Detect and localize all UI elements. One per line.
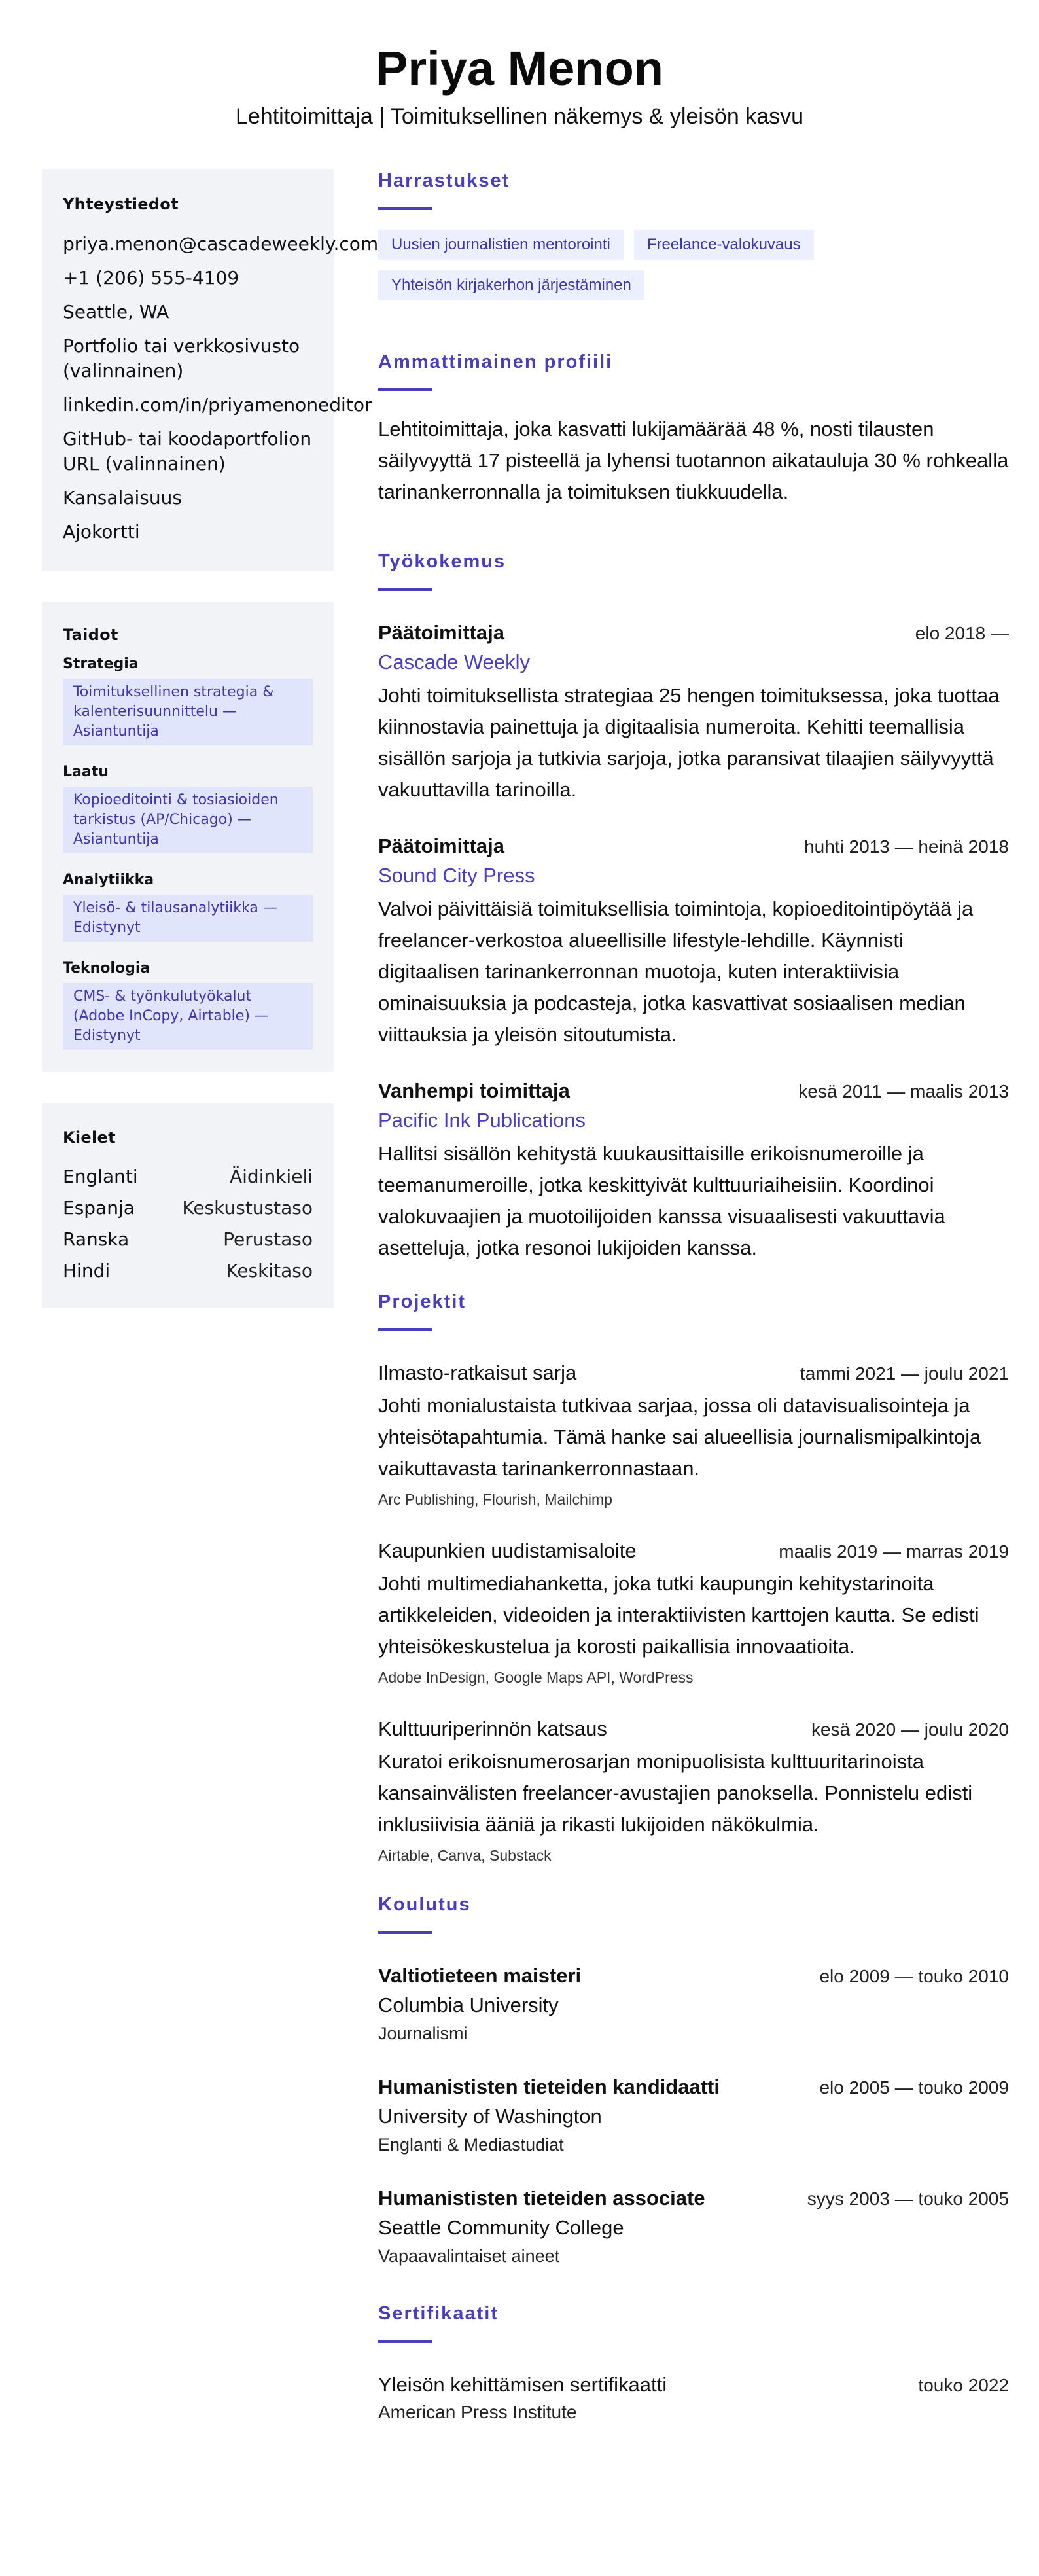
- contact-license: Ajokortti: [63, 521, 140, 543]
- language-level: Keskustustaso: [182, 1197, 313, 1219]
- skill-chip: Yleisö- & tilausanalytiikka — Edistynyt: [63, 895, 313, 942]
- job-title: Vanhempi toimittaja: [378, 1079, 570, 1102]
- job-dates: kesä 2011 — maalis 2013: [798, 1081, 1009, 1101]
- contact-card: [42, 169, 379, 571]
- section-title: Harrastukset: [378, 170, 510, 191]
- field-of-study: Journalismi: [378, 2024, 468, 2043]
- skill-chip: Kopioeditointi & tosiasioiden tarkistus (AP/Chicago) — Asiantuntija: [63, 787, 313, 853]
- profile-section: [378, 350, 1009, 508]
- hobby-chips: [378, 230, 1009, 300]
- language-row: [63, 1228, 313, 1251]
- profile-summary: Lehtitoimittaja, joka kasvatti lukijamäärää 48 %, nosti tilausten säilyvyyttä 17 pisteellä ja lyhensi tuotannon aikatauluja 30 % rohkealla tarinankerronnalla ja toimituksen tiukkuudella.: [378, 418, 1009, 503]
- skill-group-label: Laatu: [63, 764, 109, 780]
- language-row: [63, 1165, 313, 1189]
- degree-name: Humanististen tieteiden kandidaatti: [378, 2075, 720, 2098]
- education-dates: elo 2005 — touko 2009: [819, 2077, 1009, 2098]
- projects-section: [378, 1290, 1009, 1867]
- certificate-entry: [378, 2370, 1009, 2425]
- language-name: Englanti: [63, 1166, 138, 1187]
- job-dates: elo 2018 —: [915, 623, 1009, 643]
- field-of-study: Englanti & Mediastudiat: [378, 2135, 564, 2155]
- project-entry: [378, 1359, 1009, 1511]
- section-title: Ammattimainen profiili: [378, 351, 613, 372]
- education-entry: [378, 1961, 1009, 2047]
- languages-card: [42, 1103, 334, 1308]
- hobby-chip: Uusien journalistien mentorointi: [378, 230, 624, 260]
- certificates-section: [378, 2302, 1009, 2425]
- language-name: Espanja: [63, 1197, 135, 1219]
- contact-location: Seattle, WA: [63, 301, 169, 323]
- education-entry: [378, 2073, 1009, 2158]
- certificate-date: touko 2022: [918, 2375, 1009, 2395]
- job-title: Päätoimittaja: [378, 621, 504, 644]
- education-section: [378, 1893, 1009, 2269]
- project-dates: maalis 2019 — marras 2019: [779, 1541, 1009, 1562]
- skill-group: [63, 656, 313, 745]
- section-title: Koulutus: [378, 1894, 471, 1915]
- project-dates: tammi 2021 — joulu 2021: [800, 1363, 1009, 1384]
- project-name: Kaupunkien uudistamisaloite: [378, 1539, 637, 1562]
- section-divider: [378, 588, 432, 591]
- language-level: Keskitaso: [226, 1260, 313, 1281]
- project-dates: kesä 2020 — joulu 2020: [811, 1719, 1009, 1740]
- language-name: Hindi: [63, 1260, 111, 1281]
- section-title: Työkokemus: [378, 551, 506, 572]
- section-title: Sertifikaatit: [378, 2303, 499, 2324]
- skill-group: [63, 872, 313, 942]
- experience-entry: [378, 832, 1009, 1050]
- contact-email[interactable]: priya.menon@cascadeweekly.com: [63, 233, 379, 255]
- certificate-issuer: American Press Institute: [378, 2402, 577, 2422]
- project-tech: Adobe InDesign, Google Maps API, WordPress: [378, 1669, 694, 1686]
- skill-group-label: Analytiikka: [63, 872, 154, 888]
- project-entry: [378, 1537, 1009, 1689]
- skill-group: [63, 960, 313, 1050]
- degree-name: Humanististen tieteiden associate: [378, 2187, 705, 2209]
- candidate-tagline: Lehtitoimittaja | Toimituksellinen näkemys & yleisön kasvu: [235, 104, 804, 129]
- job-dates: huhti 2013 — heinä 2018: [804, 836, 1009, 857]
- degree-name: Valtiotieteen maisteri: [378, 1964, 582, 1987]
- hobby-chip: Freelance-valokuvaus: [634, 230, 814, 260]
- job-description: Johti toimituksellista strategiaa 25 hengen toimituksessa, joka tuottaa kiinnostavia painettuja ja digitaalisia numeroita. Kehitti teemallisia sisällön sarjoja ja tutkivia sarjoja, jotka paransivat tilaajien säilyvyyttä vakuuttavilla tarinoilla.: [378, 684, 1000, 801]
- project-name: Kulttuuriperinnön katsaus: [378, 1717, 607, 1740]
- language-name: Ranska: [63, 1228, 130, 1250]
- skill-group-label: Teknologia: [63, 960, 150, 976]
- company-name: Cascade Weekly: [378, 651, 531, 673]
- company-name: Sound City Press: [378, 864, 535, 887]
- project-description: Johti multimediahanketta, joka tutki kaupungin kehitystarinoita artikkeleiden, videoiden ja interaktiivisten karttojen kautta. Se edisti yhteisökeskustelua ja korosti paikallisia innovaatioita.: [378, 1572, 979, 1658]
- skills-card: [42, 602, 334, 1072]
- section-title: Projektit: [378, 1291, 467, 1312]
- experience-section: [378, 550, 1009, 1264]
- contact-github[interactable]: GitHub- tai koodaportfolion URL (valinnainen): [63, 428, 312, 474]
- project-tech: Airtable, Canva, Substack: [378, 1847, 552, 1864]
- language-row: [63, 1259, 313, 1283]
- language-row: [63, 1196, 313, 1220]
- skill-chip: CMS- & työnkulutyökalut (Adobe InCopy, Airtable) — Edistynyt: [63, 983, 313, 1050]
- contact-title: Yhteystiedot: [63, 195, 179, 213]
- experience-entry: [378, 1077, 1009, 1264]
- school-name: University of Washington: [378, 2105, 602, 2128]
- section-divider: [378, 388, 432, 391]
- candidate-name: Priya Menon: [376, 41, 663, 96]
- company-name: Pacific Ink Publications: [378, 1109, 586, 1132]
- skill-group-label: Strategia: [63, 656, 139, 672]
- skill-chip: Toimituksellinen strategia & kalenterisuunnittelu — Asiantuntija: [63, 679, 313, 745]
- section-divider: [378, 1328, 432, 1331]
- school-name: Seattle Community College: [378, 2216, 624, 2239]
- contact-phone[interactable]: +1 (206) 555-4109: [63, 267, 239, 289]
- experience-entry: [378, 618, 1009, 806]
- skill-group: [63, 764, 313, 853]
- language-level: Perustaso: [223, 1228, 313, 1250]
- job-description: Valvoi päivittäisiä toimituksellisia toimintoja, kopioeditointipöytää ja freelancer-verkostoa alueellisille lifestyle-lehdille. Käynnisti digitaalisen tarinankerronnan muotoja, kuten interaktiivisia ominaisuuksia ja podcasteja, jotka kasvattivat sosiaalisen median viittauksia ja yleisön sitoutumista.: [378, 897, 974, 1046]
- hobby-chip: Yhteisön kirjakerhon järjestäminen: [378, 270, 644, 300]
- school-name: Columbia University: [378, 1994, 559, 2016]
- project-description: Kuratoi erikoisnumerosarjan monipuolisista kulttuuritarinoista kansainvälisten freelancer-avustajien panoksella. Ponnistelu edisti inklusiivisia ääniä ja rikasti lukijoiden näkökulmia.: [378, 1750, 973, 1836]
- contact-linkedin[interactable]: linkedin.com/in/priyamenoneditor: [63, 394, 372, 416]
- job-description: Hallitsi sisällön kehitystä kuukausittaisille erikoisnumeroille ja teemanumeroille, jotka keskittyivät kulttuuriaiheisiin. Koordinoi valokuvaajien ja muotoilijoiden kanssa visuaalisesti vakuuttavia asetteluja, jotka resonoi lukijoiden kanssa.: [378, 1142, 945, 1259]
- contact-portfolio[interactable]: Portfolio tai verkkosivusto (valinnainen): [63, 335, 300, 382]
- education-dates: syys 2003 — touko 2005: [807, 2189, 1009, 2209]
- languages-title: Kielet: [63, 1128, 116, 1147]
- field-of-study: Vapaavalintaiset aineet: [378, 2246, 560, 2266]
- job-title: Päätoimittaja: [378, 834, 504, 857]
- language-level: Äidinkieli: [229, 1166, 313, 1187]
- project-entry: [378, 1715, 1009, 1867]
- project-tech: Arc Publishing, Flourish, Mailchimp: [378, 1491, 612, 1508]
- skills-title: Taidot: [63, 626, 118, 644]
- contact-citizenship: Kansalaisuus: [63, 487, 182, 509]
- section-divider: [378, 1931, 432, 1934]
- resume-header: [0, 0, 1039, 131]
- project-description: Johti monialustaista tutkivaa sarjaa, jossa oli datavisualisointeja ja yhteisötapahtumia. Tämä hanke sai alueellisia journalismipalkintoja vaikuttavasta tarinankerronnastaan.: [378, 1394, 981, 1480]
- section-divider: [378, 2340, 432, 2343]
- certificate-name: Yleisön kehittämisen sertifikaatti: [378, 2373, 667, 2396]
- education-dates: elo 2009 — touko 2010: [819, 1966, 1009, 1986]
- section-divider: [378, 207, 432, 210]
- sidebar: [42, 169, 379, 1339]
- main-content: [378, 169, 1009, 2469]
- education-entry: [378, 2184, 1009, 2269]
- project-name: Ilmasto-ratkaisut sarja: [378, 1361, 577, 1384]
- hobbies-section: [378, 169, 1009, 300]
